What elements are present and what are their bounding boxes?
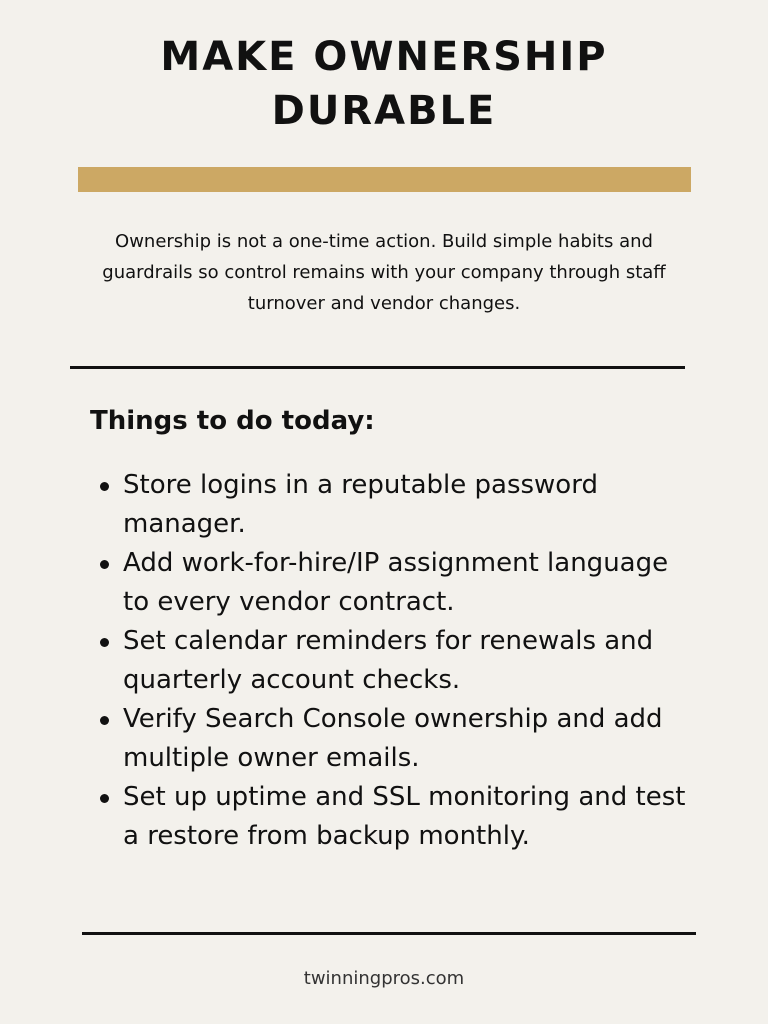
title-line-2: DURABLE bbox=[271, 88, 497, 134]
todo-list bbox=[95, 466, 695, 856]
bullet-icon bbox=[100, 482, 109, 491]
footer-website: twinningpros.com bbox=[303, 968, 465, 989]
list-item-text: Set up uptime and SSL monitoring and test a restore from backup monthly. bbox=[123, 782, 686, 851]
bullet-icon bbox=[100, 794, 109, 803]
accent-bar bbox=[78, 167, 691, 192]
section-heading: Things to do today: bbox=[90, 406, 375, 436]
divider-bottom bbox=[82, 932, 696, 935]
bullet-icon bbox=[100, 560, 109, 569]
list-item bbox=[95, 466, 695, 544]
list-item bbox=[95, 622, 695, 700]
list-item bbox=[95, 544, 695, 622]
bullet-icon bbox=[100, 716, 109, 725]
page-title bbox=[0, 30, 768, 138]
list-item bbox=[95, 778, 695, 856]
list-item-text: Store logins in a reputable password manager. bbox=[123, 470, 598, 539]
intro-paragraph: Ownership is not a one-time action. Build simple habits and guardrails so control remains with your company through staff turnover and vendor changes. bbox=[102, 231, 666, 314]
list-item-text: Add work-for-hire/IP assignment language to every vendor contract. bbox=[123, 548, 669, 617]
list-item-text: Verify Search Console ownership and add multiple owner emails. bbox=[123, 704, 663, 773]
list-item-text: Set calendar reminders for renewals and quarterly account checks. bbox=[123, 626, 654, 695]
divider-top bbox=[70, 366, 685, 369]
list-item bbox=[95, 700, 695, 778]
title-line-1: MAKE OWNERSHIP bbox=[160, 34, 608, 80]
bullet-icon bbox=[100, 638, 109, 647]
